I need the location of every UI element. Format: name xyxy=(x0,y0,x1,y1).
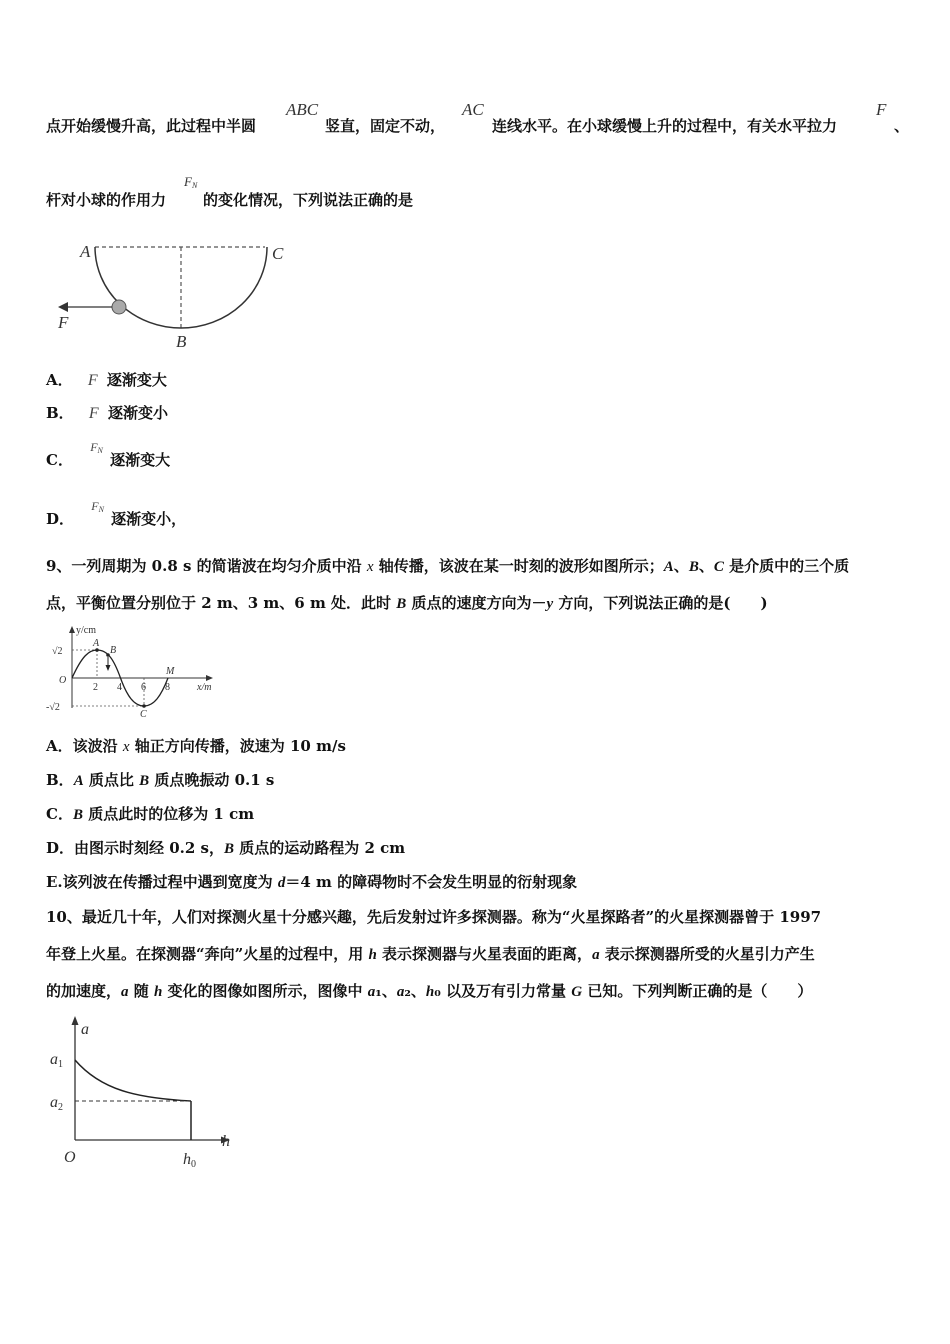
q8-text-segment: 的变化情况，下列说法正确的是 xyxy=(203,191,414,209)
q8-stem-line2 xyxy=(46,190,166,210)
tick-6: 6 xyxy=(141,682,146,693)
a2-label: a2 xyxy=(50,1094,63,1113)
x-axis-label: x/m xyxy=(197,682,212,693)
force-arrowhead xyxy=(58,302,68,312)
q10-stem-line2: 年登上火星。在探测器“奔向”火星的过程中，用 h 表示探测器与火星表面的距离，a 表示探测器所受的火星引力产生 xyxy=(46,945,815,963)
origin-label: O xyxy=(64,1149,76,1166)
q9-wave-figure xyxy=(44,620,219,720)
q8-stem-line1c xyxy=(492,116,837,136)
label-c: C xyxy=(272,244,284,263)
label-a: A xyxy=(80,242,91,261)
q8-option-d[interactable]: D． $^{F_N}$ 逐渐变小， xyxy=(46,499,187,528)
point-c xyxy=(142,704,146,708)
y-axis-label: y/cm xyxy=(76,625,96,636)
q8-text-segment: 点开始缓慢升高，此过程中半圆 xyxy=(46,117,257,135)
tick-2: 2 xyxy=(93,682,98,693)
q9-option-e[interactable]: E.该列波在传播过程中遇到宽度为 d＝4 m 的障碍物时不会发生明显的衍射现象 xyxy=(46,873,578,891)
q8-stem-line1d xyxy=(894,116,909,136)
a-axis-label: a xyxy=(81,1021,89,1038)
a-h-curve xyxy=(75,1060,191,1101)
ball xyxy=(112,300,126,314)
q8-semicircle-figure xyxy=(50,235,300,355)
semicircle-rod xyxy=(95,247,267,328)
label-b: B xyxy=(176,332,187,351)
q8-text-segment: 杆对小球的作用力 xyxy=(46,191,167,209)
q8-option-c[interactable]: C． $^{F_N}$ 逐渐变大 xyxy=(46,440,171,469)
q9-stem-line1: 9、一列周期为 0.8 s 的简谐波在均匀介质中沿 x 轴传播，该波在某一时刻的波形如图所示；A、B、C 是介质中的三个质 xyxy=(46,557,850,575)
q10-stem-line3: 的加速度，a 随 h 变化的图像如图所示，图像中 a₁、a₂、h₀ 以及万有引力常量 G 已知。下列判断正确的是（ ） xyxy=(46,982,813,1000)
q8-stem-line1 xyxy=(46,116,256,136)
math-fn: $F_N$ xyxy=(184,174,198,190)
q8-stem-line2b xyxy=(203,190,413,210)
y-bottom-label: -√2 xyxy=(46,702,60,713)
math-ac: AC xyxy=(462,100,484,119)
q9-option-c[interactable]: C．B 质点此时的位移为 1 cm xyxy=(46,805,255,823)
origin-label: O xyxy=(59,675,67,686)
y-top-label: √2 xyxy=(52,646,63,657)
q10-stem-line1: 10、最近几十年，人们对探测火星十分感兴趣，先后发射过许多探测器。称为“火星探路者”的火星探测器曾于 1997 xyxy=(46,908,822,926)
label-f: F xyxy=(58,313,69,332)
tick-4: 4 xyxy=(117,682,122,693)
math-f: F xyxy=(876,100,887,119)
q9-stem-line2: 点，平衡位置分别位于 2 m、3 m、6 m 处．此时 B 质点的速度方向为－y 方向，下列说法正确的是( ) xyxy=(46,594,768,612)
q8-text-segment: 竖直，固定不动， xyxy=(325,117,446,135)
label-c: C xyxy=(140,709,147,720)
tick-8: 8 xyxy=(165,682,170,693)
a1-label: a1 xyxy=(50,1051,63,1070)
q8-stem-line1b xyxy=(325,116,445,136)
q8-option-a[interactable]: A． F 逐渐变大 xyxy=(46,371,167,389)
q8-text-segment: 连线水平。在小球缓慢上升的过程中，有关水平拉力 xyxy=(492,117,838,135)
math-abc: ABC xyxy=(286,100,319,119)
label-b: B xyxy=(110,645,117,656)
label-m: M xyxy=(166,666,175,677)
q9-option-a[interactable]: A．该波沿 x 轴正方向传播，波速为 10 m/s xyxy=(46,737,346,755)
q8-text-segment: 、 xyxy=(894,117,910,135)
q9-option-b[interactable]: B．A 质点比 B 质点晚振动 0.1 s xyxy=(46,771,275,789)
q10-graph-figure xyxy=(46,1012,246,1172)
h0-label: h0 xyxy=(183,1151,196,1170)
h-axis-label: h xyxy=(222,1133,230,1150)
q8-option-b[interactable]: B． F 逐渐变小 xyxy=(46,404,168,422)
label-a: A xyxy=(93,638,100,649)
q9-option-d[interactable]: D．由图示时刻经 0.2 s，B 质点的运动路程为 2 cm xyxy=(46,839,406,857)
